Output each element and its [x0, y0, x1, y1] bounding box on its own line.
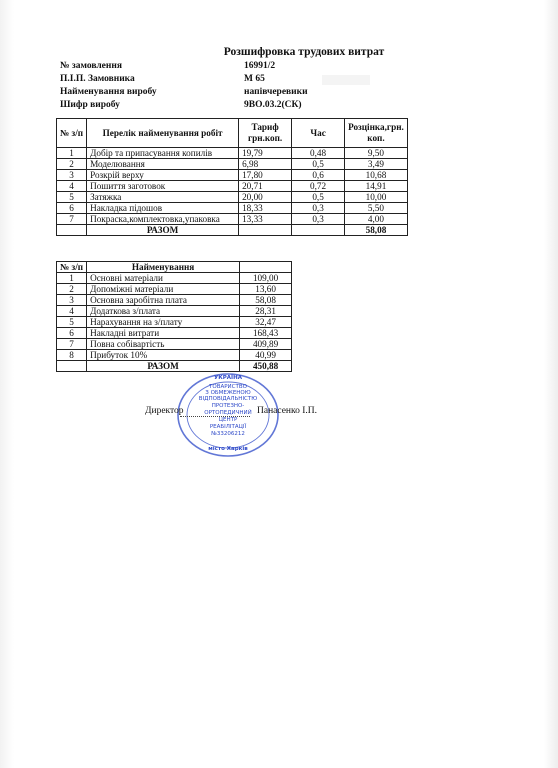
table-row	[57, 170, 408, 181]
table-row	[57, 148, 408, 159]
product-code-row	[60, 100, 360, 113]
row-value: 13,60	[240, 284, 292, 295]
order-details	[60, 61, 360, 113]
signature-block	[145, 406, 345, 420]
table-row	[57, 350, 292, 361]
row-number: 2	[57, 159, 87, 170]
row-rate: 10,00	[345, 192, 408, 203]
header-name: Найменування	[87, 262, 240, 273]
row-number: 4	[57, 306, 87, 317]
header-number: № з/п	[57, 262, 87, 273]
table-header-row	[57, 262, 292, 273]
row-work-name: Затяжка	[87, 192, 239, 203]
row-hours: 0,48	[292, 148, 345, 159]
row-name: Прибуток 10%	[87, 350, 240, 361]
labor-cost-table	[56, 118, 408, 236]
total-spacer	[239, 225, 292, 236]
row-hours: 0,5	[292, 159, 345, 170]
row-value: 109,00	[240, 273, 292, 284]
row-number: 5	[57, 192, 87, 203]
customer-label: П.І.П. Замовника	[60, 74, 135, 84]
row-name: Основні матеріали	[87, 273, 240, 284]
row-number: 3	[57, 295, 87, 306]
table-header-row	[57, 119, 408, 148]
order-number-value: 16991/2	[244, 61, 276, 71]
row-hours: 0,3	[292, 214, 345, 225]
header-work-name: Перелік найменування робіт	[87, 119, 239, 148]
table-row	[57, 203, 408, 214]
total-label: РАЗОМ	[87, 361, 240, 372]
cost-summary-table	[56, 261, 292, 372]
row-value: 40,99	[240, 350, 292, 361]
product-code-value: 9ВО.03.2(СК)	[244, 100, 302, 110]
row-tariff: 6,98	[239, 159, 292, 170]
product-name-label: Найменування виробу	[60, 87, 157, 97]
header-hours: Час	[292, 119, 345, 148]
director-label: Директор	[145, 406, 184, 416]
director-name: Панасенко І.П.	[257, 406, 318, 416]
row-rate: 3,49	[345, 159, 408, 170]
stamp-line: РЕАБІЛІТАЦІЇ	[209, 424, 247, 430]
row-number: 7	[57, 339, 87, 350]
row-rate: 14,91	[345, 181, 408, 192]
total-spacer	[57, 225, 87, 236]
total-spacer	[292, 225, 345, 236]
row-hours: 0,5	[292, 192, 345, 203]
row-tariff: 17,80	[239, 170, 292, 181]
row-work-name: Пошиття заготовок	[87, 181, 239, 192]
signature-line	[180, 416, 250, 417]
total-label: РАЗОМ	[87, 225, 239, 236]
stamp-line: ПРОТЕЗНО-	[211, 403, 245, 409]
row-number: 1	[57, 148, 87, 159]
row-value: 28,31	[240, 306, 292, 317]
row-number: 4	[57, 181, 87, 192]
stamp-line: ВІДПОВІДАЛЬНІСТЮ	[198, 396, 258, 402]
row-hours: 0,3	[292, 203, 345, 214]
stamp-line: №33206212	[211, 431, 245, 437]
row-value: 409,89	[240, 339, 292, 350]
table-row	[57, 295, 292, 306]
table-row	[57, 273, 292, 284]
row-work-name: Накладка підошов	[87, 203, 239, 214]
customer-row	[60, 74, 360, 87]
row-name: Основна заробітна плата	[87, 295, 240, 306]
stamp-line: З ОБМЕЖЕНОЮ	[205, 390, 251, 396]
row-name: Повна собівартість	[87, 339, 240, 350]
total-row	[57, 225, 408, 236]
row-number: 5	[57, 317, 87, 328]
total-row	[57, 361, 292, 372]
stamp-ring-bottom: місто Харків	[208, 446, 248, 452]
row-name: Додаткова з/плата	[87, 306, 240, 317]
table-row	[57, 214, 408, 225]
row-number: 3	[57, 170, 87, 181]
table-row	[57, 306, 292, 317]
row-name: Нарахування на з/плату	[87, 317, 240, 328]
row-tariff: 19,79	[239, 148, 292, 159]
customer-value: М 65	[244, 74, 265, 84]
header-number: № з/п	[57, 119, 87, 148]
row-rate: 4,00	[345, 214, 408, 225]
row-work-name: Моделювання	[87, 159, 239, 170]
row-rate: 10,68	[345, 170, 408, 181]
header-value	[240, 262, 292, 273]
table-row	[57, 284, 292, 295]
header-rate: Розцінка,грн. коп.	[345, 119, 408, 148]
table-row	[57, 317, 292, 328]
table-row	[57, 328, 292, 339]
row-number: 8	[57, 350, 87, 361]
total-value: 450,88	[240, 361, 292, 372]
stamp-line: ТОВАРИСТВО	[209, 384, 247, 390]
table-row	[57, 159, 408, 170]
redacted-area	[322, 75, 370, 85]
row-rate: 9,50	[345, 148, 408, 159]
row-number: 1	[57, 273, 87, 284]
row-work-name: Розкрій верху	[87, 170, 239, 181]
stamp-ring-top: УКРАЇНА	[214, 375, 242, 381]
row-number: 2	[57, 284, 87, 295]
row-work-name: Добір та припасування копилів	[87, 148, 239, 159]
row-rate: 5,50	[345, 203, 408, 214]
row-hours: 0,6	[292, 170, 345, 181]
row-value: 58,08	[240, 295, 292, 306]
product-name-value: напівчеревики	[244, 87, 308, 97]
total-spacer	[57, 361, 87, 372]
table-row	[57, 339, 292, 350]
row-number: 7	[57, 214, 87, 225]
row-hours: 0,72	[292, 181, 345, 192]
row-tariff: 20,00	[239, 192, 292, 203]
product-name-row	[60, 87, 360, 100]
total-value: 58,08	[345, 225, 408, 236]
row-number: 6	[57, 328, 87, 339]
row-tariff: 18,33	[239, 203, 292, 214]
table-row	[57, 192, 408, 203]
header-tariff: Тариф грн.коп.	[239, 119, 292, 148]
document-title: Розшифровка трудових витрат	[223, 46, 385, 58]
product-code-label: Шифр виробу	[60, 100, 120, 110]
row-name: Допоміжні матеріали	[87, 284, 240, 295]
order-number-row	[60, 61, 360, 74]
row-value: 168,43	[240, 328, 292, 339]
table-row	[57, 181, 408, 192]
row-work-name: Покраска,комплектовка,упаковка	[87, 214, 239, 225]
row-number: 6	[57, 203, 87, 214]
row-tariff: 20,71	[239, 181, 292, 192]
stamp-line: ОРТОПЕДИЧНИЙ	[204, 410, 252, 416]
row-value: 32,47	[240, 317, 292, 328]
stamp-line: ЦЕНТР	[218, 417, 238, 423]
row-name: Накладні витрати	[87, 328, 240, 339]
row-tariff: 13,33	[239, 214, 292, 225]
order-number-label: № замовлення	[60, 61, 122, 71]
